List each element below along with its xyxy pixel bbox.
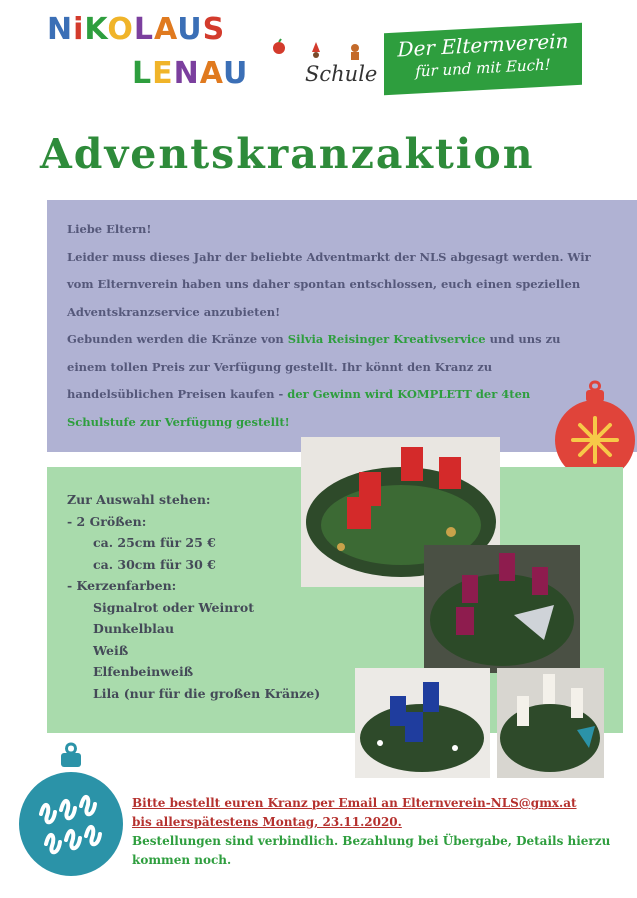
elternverein-banner [384,23,582,95]
intro-text [67,216,597,436]
logo-letter: N [173,56,200,91]
logo-line1 [47,12,225,47]
logo-line2 [132,56,248,91]
apple-icon [270,38,288,56]
order-note: Bestellungen sind verbindlich. Bezahlung bei Übergabe, Details hierzu kommen noch. [132,834,611,867]
options-list [67,489,320,704]
wreath-photo-white [497,668,604,778]
logo-letter: U [223,56,249,91]
color-option: Weiß [93,642,129,658]
intro-paragraph-1: Leider muss dieses Jahr der beliebte Adventmarkt der NLS abgesagt werden. Wir vom Elternverein haben uns daher spontan entschlossen, euch einen speziellen Adventskranzservice anzubieten! [67,249,591,319]
intro-p2-highlight: Silvia Reisinger Kreativservice [287,332,486,346]
gnome-icons [310,40,370,62]
size-option: ca. 30cm für 30 € [93,556,216,572]
intro-p2-highlight2: der Gewinn wird KOMPLETT der 4ten Schulstufe zur Verfügung gestellt! [67,387,531,429]
wreath-photo-blue [355,668,490,778]
wreath-photo-wine [424,545,580,673]
logo-letter: L [133,12,154,47]
color-option: Lila (nur für die großen Kränze) [93,685,321,701]
color-option: Signalrot oder Weinrot [93,599,254,615]
logo-letter: O [107,12,134,47]
size-option: ca. 25cm für 25 € [93,535,216,550]
order-deadline: bis allerspätestens Montag, 23.11.2020. [132,815,402,829]
intro-paragraph-2 [67,326,597,436]
logo-letter: i [73,12,85,47]
logo-letter: E [152,56,174,91]
banner-line2: für und mit Euch! [415,55,551,81]
sizes-label: - 2 Größen: [67,513,147,529]
logo-letter: U [177,12,203,47]
logo-letter: L [132,56,153,91]
logo-letter: S [202,12,226,47]
options-heading: Zur Auswahl stehen: [67,492,211,507]
logo-schule: Schule [305,62,378,86]
logo-letter: N [47,12,74,47]
page-title: Adventskranzaktion [40,130,535,178]
logo-letter: K [84,12,108,47]
color-option: Dunkelblau [93,621,175,636]
banner-line1: Der Elternverein [397,28,569,62]
color-option: Elfenbeinweiß [93,664,194,679]
footer-text [132,794,622,870]
intro-p2-a: Gebunden werden die Kränze von [67,332,288,346]
colors-label: - Kerzenfarben: [67,578,177,593]
order-instruction[interactable]: Bitte bestellt euren Kranz per Email an Elternverein-NLS@gmx.at [132,796,577,810]
logo-letter: A [199,56,224,91]
intro-p2-b: und uns zu einem tollen Preis zur Verfügung gestellt. Ihr könnt den Kranz zu handelsüblichen Preisen kaufen - [67,332,561,401]
greeting: Liebe Eltern! [67,222,152,236]
ornament-teal-icon [16,742,126,882]
logo-nikolaus [47,12,225,47]
logo-letter: A [153,12,178,47]
logo-lenau [132,56,248,91]
